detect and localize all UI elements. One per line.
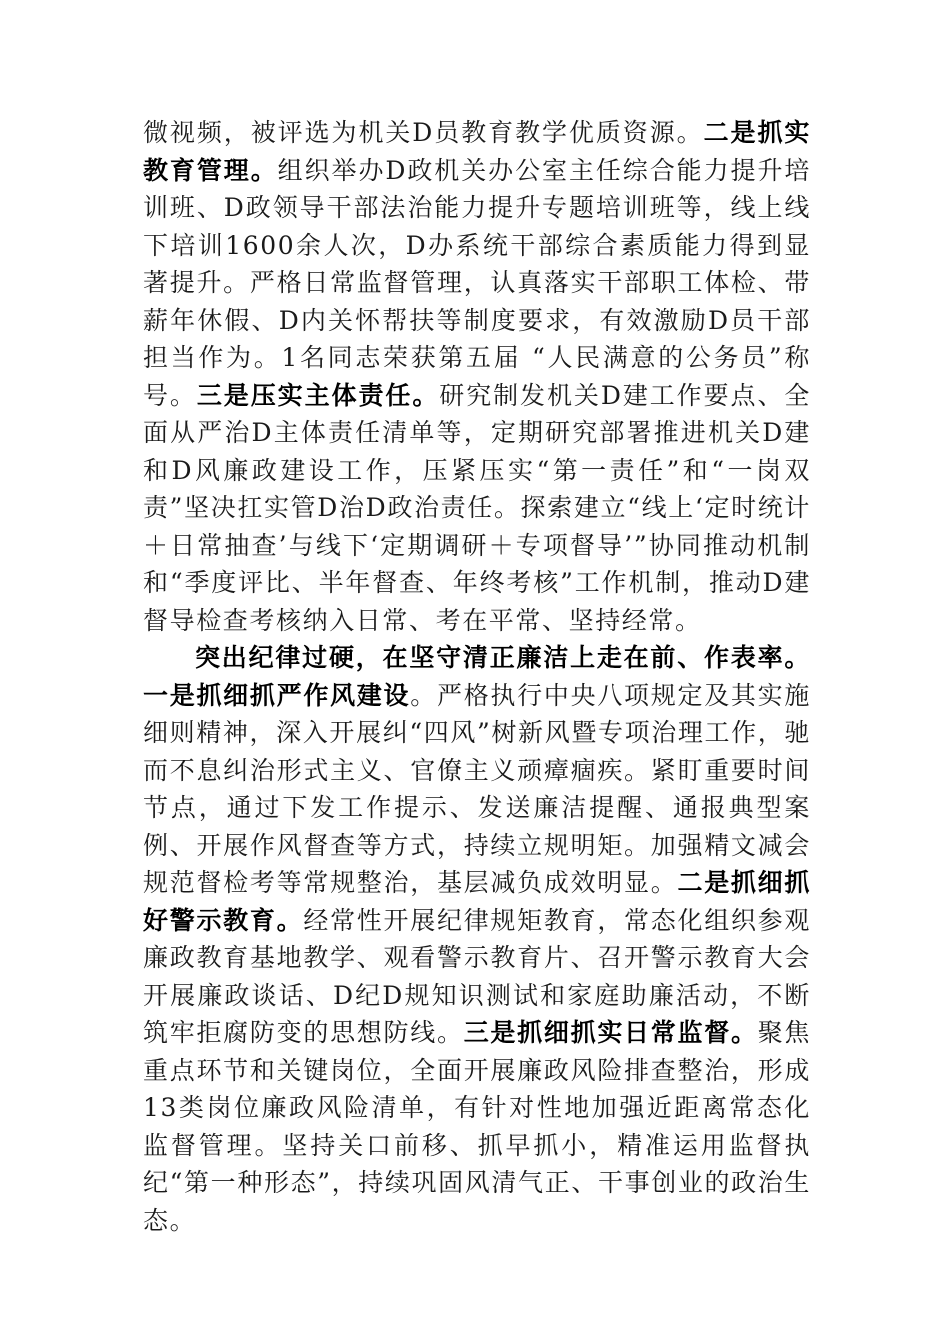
- paragraph-1-heading-3: 三是压实主体责任。: [196, 380, 440, 410]
- paragraph-2-heading-3: 三是抓细抓实日常监督。: [463, 1018, 758, 1047]
- paragraph-1-heading-2: 二是抓实教育管理。: [143, 118, 811, 185]
- paragraph-2-heading-2: 二是抓细抓好警示教育。: [143, 868, 811, 935]
- paragraph-2-segment-7: 聚焦重点环节和关键岗位，全面开展廉政风险排查整治，形成13类岗位廉政风险清单，有针对性地加强近距离常态化监督管理。坚持关口前移、抓早抓小，精准运用监督执纪“第一种形态”，持续巩固风清气正、干事创业的政治生态。: [143, 1018, 811, 1235]
- document-body: [143, 114, 811, 1239]
- paragraph-2-segment-5: 经常性开展纪律规矩教育，常态化组织参观廉政教育基地教学、观看警示教育片、召开警示教育大会开展廉政谈话、D纪D规知识测试和家庭助廉活动，不断筑牢拒腐防变的思想防线。: [143, 905, 811, 1047]
- paragraph-1-segment-3: 组织举办D政机关办公室主任综合能力提升培训班、D政领导干部法治能力提升专题培训班等，线上线下培训1600余人次，D办系统干部综合素质能力得到显著提升。严格日常监督管理，认真落实干部职工体检、带薪年休假、D内关怀帮扶等制度要求，有效激励D员干部担当作为。1名同志荣获第五届 “人民满意的公务员”称号。: [143, 155, 811, 410]
- paragraph-2-section-heading: 突出纪律过硬，在坚守清正廉洁上走在前、作表率。: [195, 643, 811, 672]
- paragraph-2-segment-3: 。严格执行中央八项规定及其实施细则精神，深入开展纠“四风”树新风暨专项治理工作，驰而不息纠治形式主义、官僚主义顽瘴痼疾。紧盯重要时间节点，通过下发工作提示、发送廉洁提醒、通报典型案例、开展作风督查等方式，持续立规明矩。加强精文减会规范督检考等常规整治，基层减负成效明显。: [143, 680, 811, 897]
- paragraph-2: [143, 639, 811, 1239]
- paragraph-1: [143, 114, 811, 639]
- paragraph-2-heading-1: 一是抓细抓严作风建设: [143, 680, 411, 710]
- paragraph-1-segment-1: 微视频，被评选为机关D员教育教学优质资源。: [143, 118, 704, 147]
- paragraph-1-segment-5: 研究制发机关D建工作要点、全面从严治D主体责任清单等，定期研究部署推进机关D建和D风廉政建设工作，压紧压实“第一责任”和“一岗双责”坚决扛实管D治D政治责任。探索建立“线上‘定时统计＋日常抽查’与线下‘定期调研＋专项督导’”协同推动机制和“季度评比、半年督查、年终考核”工作机制，推动D建督导检查考核纳入日常、考在平常、坚持经常。: [143, 380, 812, 635]
